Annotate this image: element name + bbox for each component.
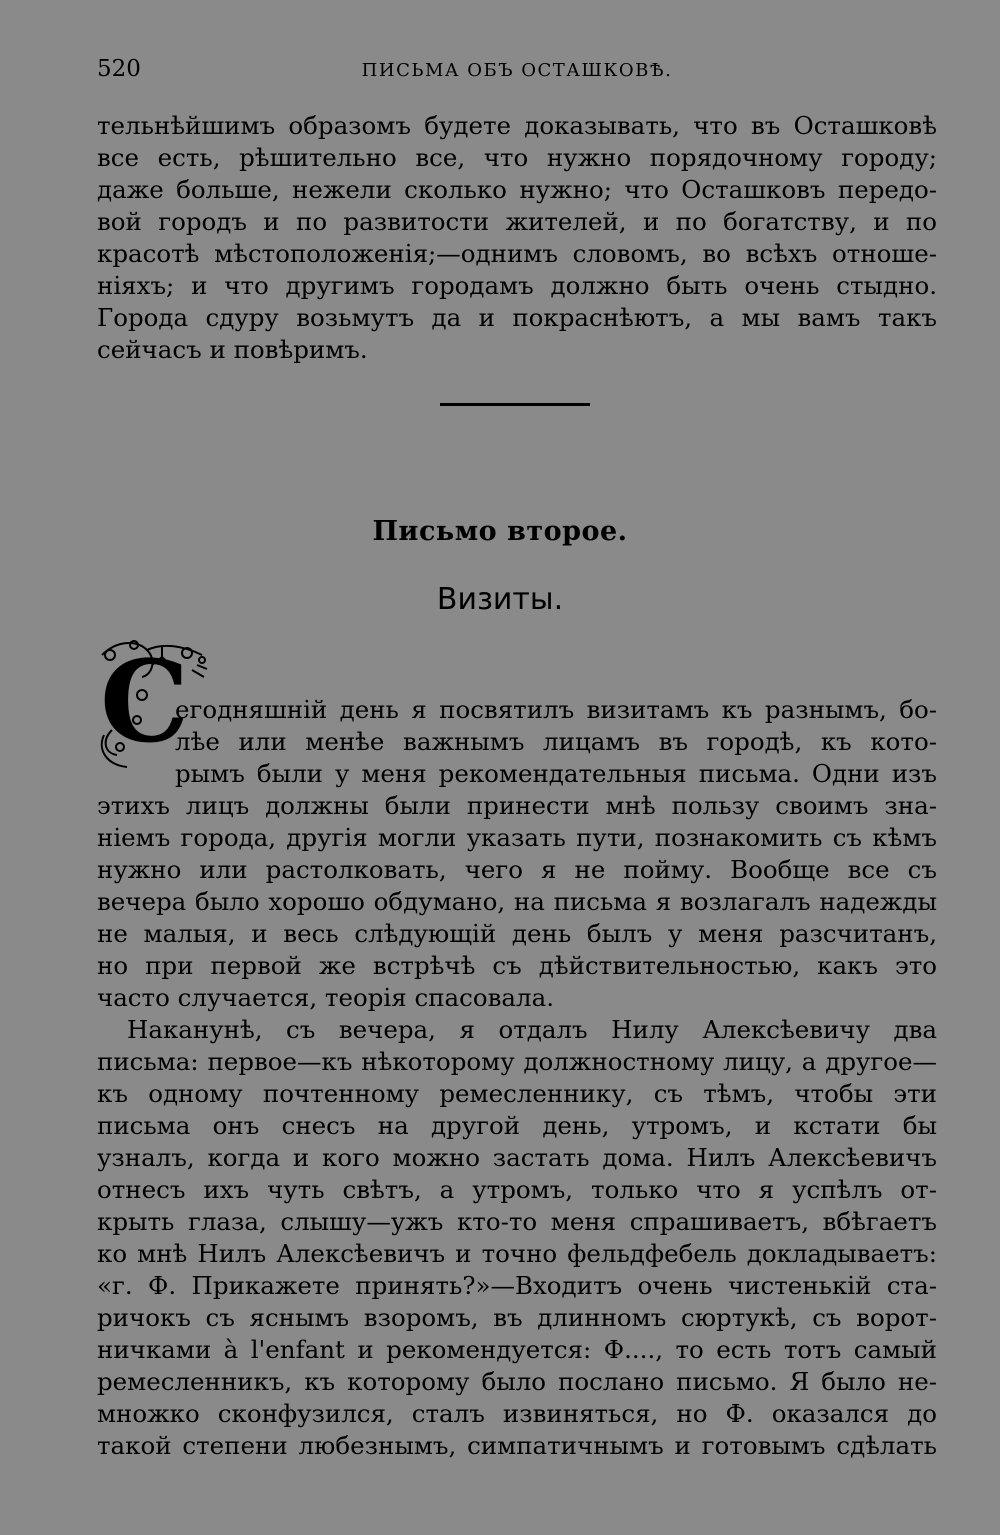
- text-line: сейчасъ и повѣримъ.: [97, 335, 368, 364]
- text-line: лѣе или менѣе важнымъ лицамъ въ городѣ, къ кото-: [175, 727, 937, 756]
- text-line: къ одному почтенному ремесленнику, съ тѣмъ, чтобы эти: [97, 1079, 937, 1108]
- text-line: ничками à l'enfant и рекомендуется: Ф...., то есть тотъ самый: [97, 1335, 937, 1364]
- letter-title: Письмо второе.: [372, 516, 628, 547]
- drop-cap-letter: С: [100, 637, 190, 768]
- text-line: но при первой же встрѣчѣ съ дѣйствительностью, какъ это: [97, 951, 937, 980]
- running-title: ПИСЬМА ОБЪ ОСТАШКОВѢ.: [361, 60, 673, 81]
- text-line: ричокъ съ яснымъ взоромъ, въ длинномъ сюртукѣ, съ ворот-: [97, 1303, 937, 1332]
- text-line: ремесленникъ, къ которому было послано письмо. Я было не-: [97, 1367, 937, 1396]
- page-header: [97, 56, 937, 86]
- text-line: «г. Ф. Прикажете принять?»—Входитъ очень чистенькій ста-: [97, 1271, 937, 1300]
- text-line: рымъ были у меня рекомендательныя письма. Одни изъ: [175, 759, 937, 788]
- text-line: не малыя, и весь слѣдующій день былъ у меня разсчитанъ,: [97, 919, 937, 948]
- text-line: крыть глаза, слышу—ужъ кто-то меня спрашиваетъ, вбѣгаетъ: [97, 1207, 937, 1236]
- text-line: егодняшній день я посвятилъ визитамъ къ разнымъ, бо-: [175, 695, 937, 724]
- text-line: письма: первое—къ нѣкоторому должностному лицу, а другое—: [97, 1047, 937, 1076]
- text-line: даже больше, нежели сколько нужно; что Осташковъ передо-: [97, 175, 937, 204]
- text-line: ко мнѣ Нилъ Алексѣевичъ и точно фельдфебель докладываетъ:: [97, 1239, 937, 1268]
- text-line: отнесъ ихъ чуть свѣтъ, а утромъ, только что я успѣлъ от-: [97, 1175, 937, 1204]
- text-line: часто случается, теорія спасовала.: [97, 983, 554, 1012]
- page-number: 520: [97, 56, 141, 82]
- text-line: Наканунѣ, съ вечера, я отдалъ Нилу Алексѣевичу два: [127, 1015, 937, 1044]
- text-line: письма онъ снесъ на другой день, утромъ, и кстати бы: [97, 1111, 937, 1140]
- text-line: вой городъ и по развитости жителей, и по богатству, и по: [97, 207, 937, 236]
- text-line: ніяхъ; и что другимъ городамъ должно быть очень стыдно.: [97, 271, 937, 300]
- section-divider: [440, 403, 590, 406]
- text-line: тельнѣйшимъ образомъ будете доказывать, что въ Осташковѣ: [97, 111, 937, 140]
- text-line: этихъ лицъ должны были принести мнѣ пользу своимъ зна-: [97, 791, 937, 820]
- text-line: нужно или растолковать, чего я не пойму. Вообще все съ: [97, 855, 937, 884]
- letter-subtitle: Визиты.: [436, 582, 564, 617]
- text-line: узналъ, когда и кого можно застать дома. Нилъ Алексѣевичъ: [97, 1143, 937, 1172]
- text-line: вечера было хорошо обдумано, на письма я возлагалъ надежды: [97, 887, 937, 916]
- text-line: красотѣ мѣстоположенія;—однимъ словомъ, во всѣхъ отноше-: [97, 239, 937, 268]
- text-line: ніемъ города, другія могли указать пути, познакомить съ кѣмъ: [97, 823, 937, 852]
- text-line: такой степени любезнымъ, симпатичнымъ и готовымъ сдѣлать: [97, 1431, 937, 1460]
- text-line: все есть, рѣшительно все, что нужно порядочному городу;: [97, 143, 937, 172]
- text-line: множко сконфузился, сталъ извиняться, но Ф. оказался до: [97, 1399, 937, 1428]
- text-line: Города сдуру возьмутъ да и покраснѣютъ, а мы вамъ такъ: [97, 303, 937, 332]
